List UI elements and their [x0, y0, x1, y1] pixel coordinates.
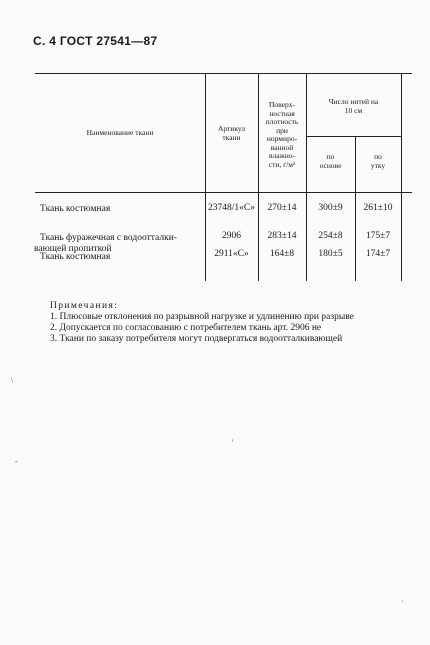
- header-surface-density: Поверх- ностная плотность при нормиро- ванной влажно- сти, г/м²: [265, 100, 299, 169]
- row-warp: 180±5: [318, 249, 343, 259]
- row-warp: 300±9: [318, 203, 343, 213]
- scan-speck: -: [15, 457, 18, 466]
- note-item: 3. Ткани по заказу потребителя могут подвергаться водоотталкивающей: [50, 334, 343, 344]
- header-weft: по утку: [370, 152, 386, 170]
- row-density: 283±14: [267, 231, 297, 241]
- table-top-border: [35, 73, 412, 74]
- row-weft: 174±7: [365, 249, 391, 259]
- row-weft: 175±7: [365, 231, 391, 241]
- row-warp: 254±8: [318, 231, 343, 241]
- header-fabric-name: Наименование ткани: [86, 128, 154, 137]
- scan-speck: \: [11, 376, 14, 385]
- header-warp: по основе: [319, 152, 342, 170]
- threads-subheader-border: [306, 136, 401, 137]
- page-header: С. 4 ГОСТ 27541—87: [33, 34, 158, 48]
- header-article: Артикул ткани: [217, 124, 246, 142]
- row-article: 23748/1«С»: [208, 203, 255, 213]
- row-article: 2906: [222, 231, 241, 241]
- notes-title: Примечания:: [50, 301, 119, 311]
- note-item: 2. Допускается по согласованию с потребителем ткань арт. 2906 не: [50, 323, 322, 333]
- row-fabric-name: Ткань костюмная: [40, 204, 111, 214]
- scan-speck: ·: [401, 597, 404, 606]
- scan-speck: ': [232, 438, 234, 447]
- note-item: 1. Плюсовые отклонения по разрывной нагрузке и удлинению при разрыве: [50, 312, 354, 322]
- row-density: 164±8: [269, 249, 295, 259]
- row-density: 270±14: [267, 203, 297, 213]
- row-fabric-name: Ткань фуражечная с водоотталки- вающей пропиткой: [34, 233, 177, 254]
- notes-section: [50, 301, 354, 345]
- table-right-border: [401, 73, 402, 281]
- row-weft: 261±10: [363, 203, 393, 213]
- row-article: 2911«С»: [214, 249, 249, 259]
- row-fabric-name: Ткань костюмная: [40, 252, 111, 262]
- header-thread-count: Число нитей на 10 см: [328, 97, 379, 115]
